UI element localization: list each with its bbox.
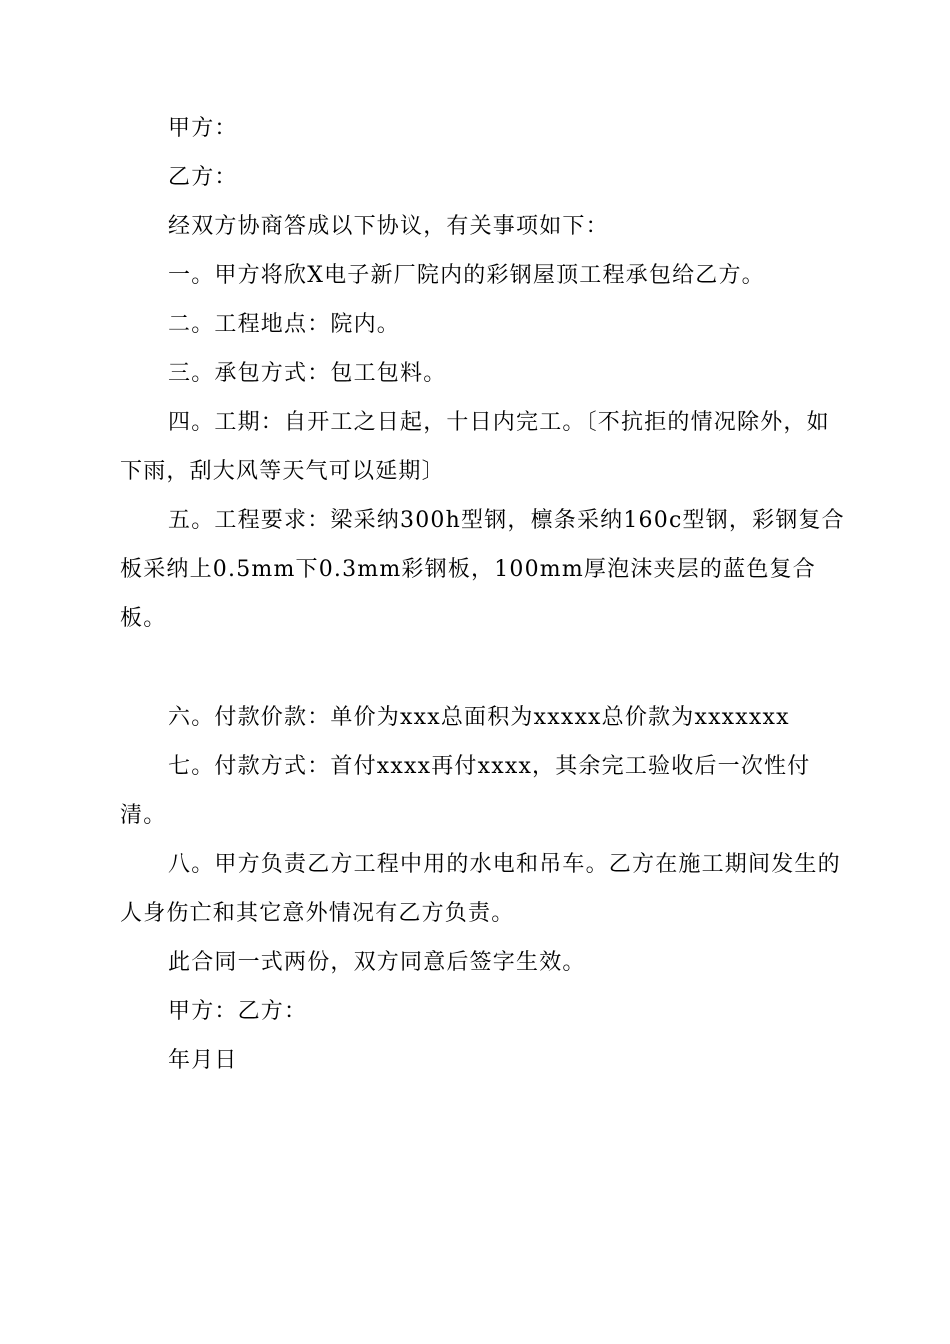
clause-5: 五。工程要求：梁采纳300h型钢，檩条采纳160c型钢，彩钢复合板采纳上0.5mm下0.3mm彩钢板，100mm厚泡沫夹层的蓝色复合板。 — [120, 508, 845, 631]
paragraph-gap — [120, 643, 850, 693]
document-body — [120, 104, 850, 1085]
intro-paragraph: 经双方协商答成以下协议，有关事项如下： — [168, 214, 609, 239]
clause-7: 七。付款方式：首付xxxx再付xxxx，其余完工验收后一次性付清。 — [120, 754, 811, 828]
clause-2: 二。工程地点：院内。 — [168, 312, 401, 337]
clause-4: 四。工期：自开工之日起，十日内完工。〔不抗拒的情况除外，如下雨，刮大风等天气可以延期〕 — [120, 410, 830, 484]
clause-6: 六。付款价款：单价为xxx总面积为xxxxx总价款为xxxxxxx — [168, 705, 790, 730]
party-a-line: 甲方： — [168, 116, 238, 141]
date-line: 年月日 — [168, 1048, 238, 1073]
signature-line: 甲方：乙方： — [168, 999, 308, 1024]
clause-1: 一。甲方将欣X电子新厂院内的彩钢屋顶工程承包给乙方。 — [168, 263, 765, 288]
clause-8: 八。甲方负责乙方工程中用的水电和吊车。乙方在施工期间发生的人身伤亡和其它意外情况有乙方负责。 — [120, 852, 841, 926]
closing-paragraph: 此合同一式两份，双方同意后签字生效。 — [168, 950, 586, 975]
clause-3: 三。承包方式：包工包料。 — [168, 361, 447, 386]
party-b-line: 乙方： — [168, 165, 238, 190]
